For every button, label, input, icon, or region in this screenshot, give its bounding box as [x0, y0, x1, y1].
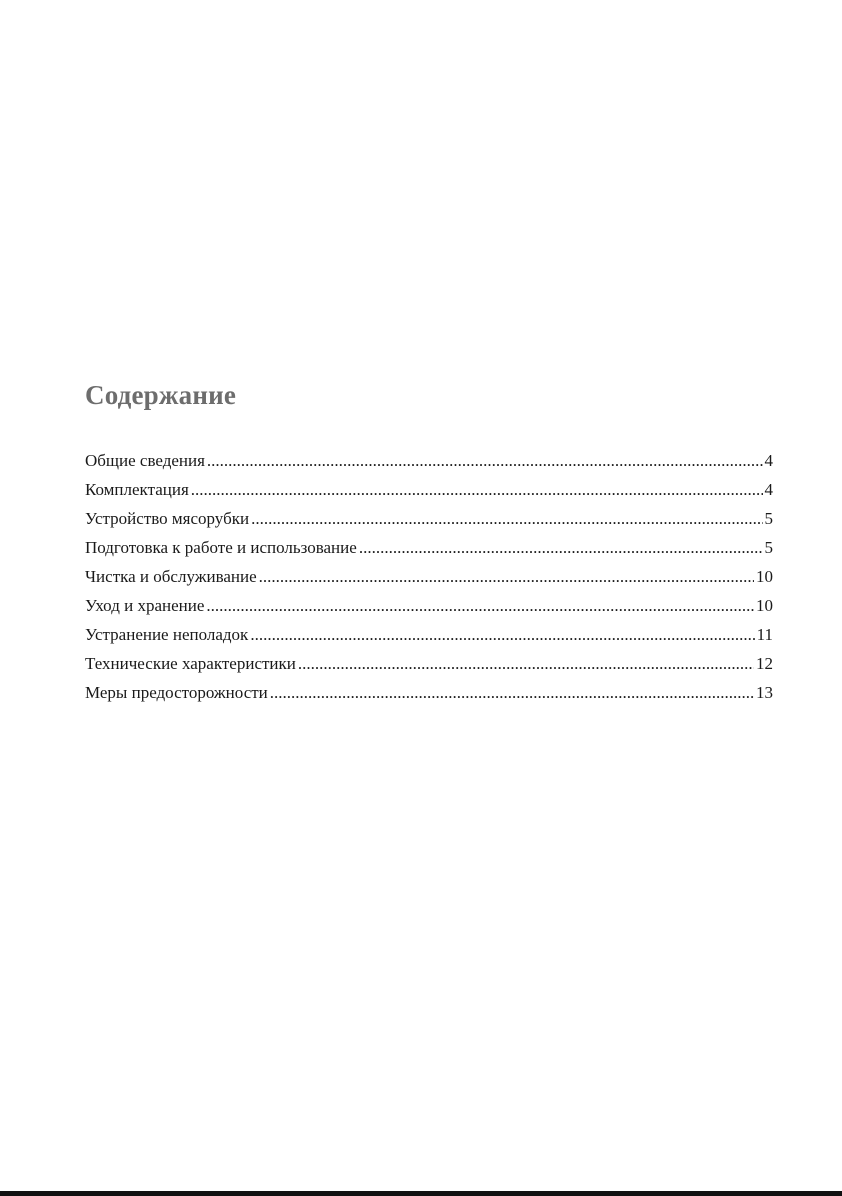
- toc-entry-page: 12: [756, 654, 773, 673]
- toc-entry[interactable]: [85, 678, 773, 707]
- page-bottom-rule: [0, 1191, 842, 1196]
- toc-entry-page: 10: [756, 596, 773, 615]
- toc-leader-dots: [191, 475, 763, 504]
- toc-entry-label: Уход и хранение: [85, 596, 205, 615]
- toc-entry[interactable]: [85, 591, 773, 620]
- toc-entry[interactable]: [85, 475, 773, 504]
- toc-entry[interactable]: [85, 446, 773, 475]
- toc-leader-dots: [207, 446, 763, 475]
- toc-leader-dots: [259, 562, 754, 591]
- toc-leader-dots: [270, 678, 754, 707]
- toc-entry-page: 5: [764, 509, 773, 528]
- toc-leader-dots: [298, 649, 754, 678]
- toc-entry-label: Общие сведения: [85, 451, 205, 470]
- toc-entry-page: 5: [764, 538, 773, 557]
- toc-entry[interactable]: [85, 533, 773, 562]
- toc-leader-dots: [251, 504, 762, 533]
- toc-entry[interactable]: [85, 562, 773, 591]
- toc-entry-label: Чистка и обслуживание: [85, 567, 257, 586]
- toc-entry[interactable]: [85, 620, 773, 649]
- toc-entry-page: 13: [756, 683, 773, 702]
- toc-entry-label: Технические характеристики: [85, 654, 296, 673]
- toc-leader-dots: [359, 533, 763, 562]
- toc-entry-label: Комплектация: [85, 480, 189, 499]
- toc-entry-label: Меры предосторожности: [85, 683, 268, 702]
- toc-entry[interactable]: [85, 649, 773, 678]
- toc-entry-page: 11: [756, 625, 773, 644]
- toc-heading: Содержание: [85, 380, 237, 410]
- toc-entry[interactable]: [85, 504, 773, 533]
- toc-entry-page: 4: [764, 480, 773, 499]
- toc-entry-page: 10: [756, 567, 773, 586]
- toc-leader-dots: [250, 620, 754, 649]
- toc-entry-label: Подготовка к работе и использование: [85, 538, 357, 557]
- toc-entry-label: Устранение неполадок: [85, 625, 249, 644]
- toc-leader-dots: [206, 591, 754, 620]
- table-of-contents: [85, 446, 773, 707]
- toc-entry-page: 4: [764, 451, 773, 470]
- toc-entry-label: Устройство мясорубки: [85, 509, 250, 528]
